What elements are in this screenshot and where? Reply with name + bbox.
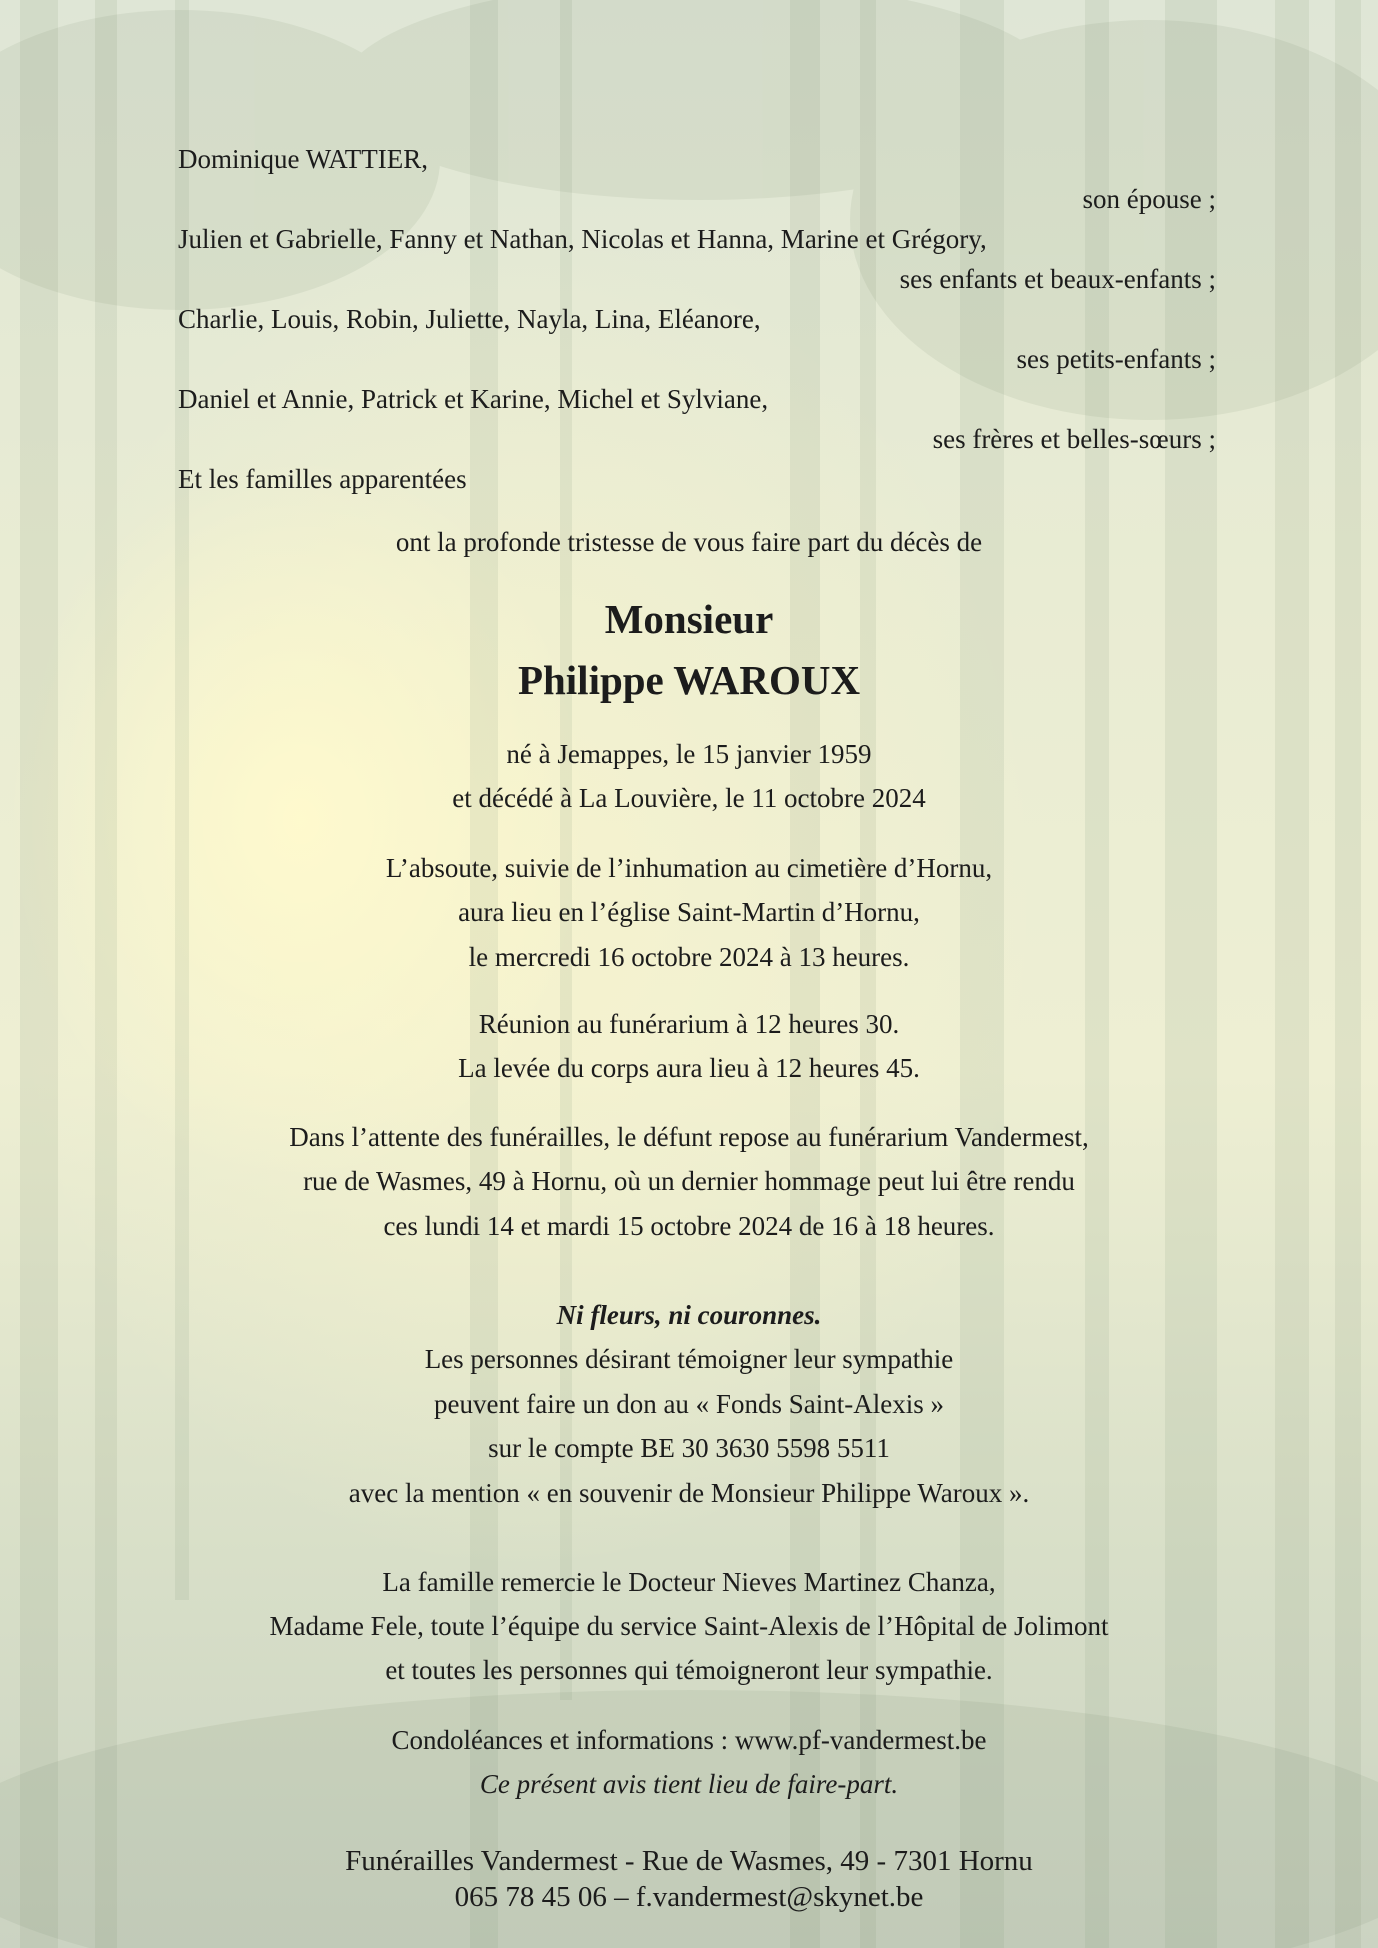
spouse-name: Dominique WATTIER, <box>178 144 428 174</box>
ceremony-line-3: le mercredi 16 octobre 2024 à 13 heures. <box>468 942 910 972</box>
deceased-title: Monsieur <box>604 596 774 642</box>
donation-heading: Ni fleurs, ni couronnes. <box>556 1300 822 1330</box>
meeting-line-2: La levée du corps aura lieu à 12 heures 45. <box>458 1053 920 1083</box>
ceremony-line-2: aura lieu en l’église Saint-Martin d’Hornu, <box>458 897 920 927</box>
thanks-line-2: Madame Fele, toute l’équipe du service Saint-Alexis de l’Hôpital de Jolimont <box>269 1611 1109 1641</box>
birth-info: né à Jemappes, le 15 janvier 1959 <box>506 739 872 769</box>
ceremony-line-1: L’absoute, suivie de l’inhumation au cimetière d’Hornu, <box>385 853 993 883</box>
thanks-line-1: La famille remercie le Docteur Nieves Martinez Chanza, <box>382 1567 996 1597</box>
children-role: ses enfants et beaux-enfants ; <box>899 264 1216 294</box>
announcement: ont la profonde tristesse de vous faire part du décès de <box>395 527 983 557</box>
condolences-info: Condoléances et informations : www.pf-vandermest.be <box>391 1725 987 1755</box>
donation-line-1: Les personnes désirant témoigner leur sympathie <box>424 1344 954 1374</box>
children-names: Julien et Gabrielle, Fanny et Nathan, Nicolas et Hanna, Marine et Grégory, <box>178 224 987 254</box>
thanks-line-3: et toutes les personnes qui témoigneront leur sympathie. <box>385 1655 993 1685</box>
deceased-name: Philippe WAROUX <box>517 657 861 703</box>
death-info: et décédé à La Louvière, le 11 octobre 2024 <box>452 783 926 813</box>
donation-line-4: avec la mention « en souvenir de Monsieur Philippe Waroux ». <box>348 1478 1030 1508</box>
grandchildren-role: ses petits-enfants ; <box>1016 344 1216 374</box>
visitation-line-3: ces lundi 14 et mardi 15 octobre 2024 de 16 à 18 heures. <box>383 1211 995 1241</box>
notice-text: Ce présent avis tient lieu de faire-part. <box>479 1769 899 1799</box>
siblings-names: Daniel et Annie, Patrick et Karine, Michel et Sylviane, <box>178 384 769 414</box>
funeral-home-contact: 065 78 45 06 – f.vandermest@skynet.be <box>454 1881 924 1913</box>
donation-account: sur le compte BE 30 3630 5598 5511 <box>488 1433 890 1463</box>
meeting-line-1: Réunion au funérarium à 12 heures 30. <box>478 1009 900 1039</box>
visitation-line-1: Dans l’attente des funérailles, le défunt repose au funérarium Vandermest, <box>289 1122 1089 1152</box>
funeral-home-address: Funérailles Vandermest - Rue de Wasmes, 49 - 7301 Hornu <box>345 1845 1033 1877</box>
donation-line-2: peuvent faire un don au « Fonds Saint-Alexis » <box>434 1389 944 1419</box>
siblings-role: ses frères et belles-sœurs ; <box>932 424 1216 454</box>
spouse-role: son épouse ; <box>1082 184 1216 214</box>
grandchildren-names: Charlie, Louis, Robin, Juliette, Nayla, Lina, Eléanore, <box>178 304 761 334</box>
relatives: Et les familles apparentées <box>178 464 467 494</box>
visitation-line-2: rue de Wasmes, 49 à Hornu, où un dernier hommage peut lui être rendu <box>303 1166 1075 1196</box>
